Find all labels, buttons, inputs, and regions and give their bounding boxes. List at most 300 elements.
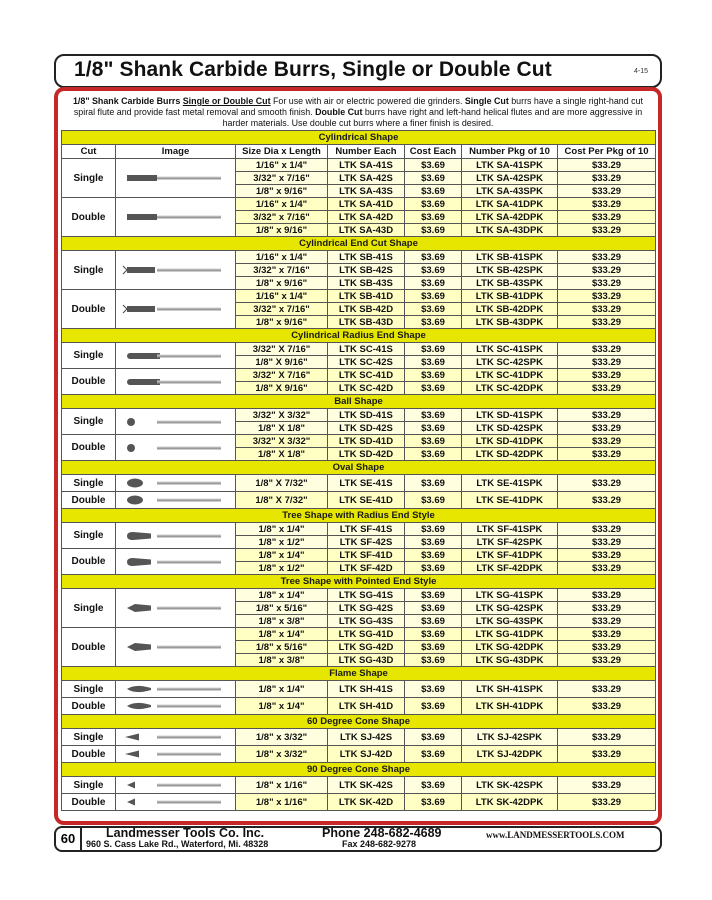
part-number-cell: LTK SH-41S	[328, 681, 405, 698]
burr-image-cell	[116, 729, 236, 746]
oval-burr-icon	[121, 477, 231, 489]
burr-image-cell	[116, 435, 236, 461]
part-number-cell: LTK SB-41S	[328, 251, 405, 264]
part-number-cell: LTK SA-41D	[328, 198, 405, 211]
pkg-cost-cell: $33.29	[558, 172, 656, 185]
part-number-cell: LTK SH-41D	[328, 698, 405, 715]
burr-image-cell	[116, 251, 236, 290]
pkg-cost-cell: $33.29	[558, 159, 656, 172]
pkg-cost-cell: $33.29	[558, 185, 656, 198]
part-number-cell: LTK SA-41S	[328, 159, 405, 172]
column-header: Image	[116, 145, 236, 159]
catalog-content	[58, 91, 658, 821]
pkg-number-cell: LTK SB-42SPK	[462, 264, 558, 277]
pkg-cost-cell: $33.29	[558, 198, 656, 211]
cost-each-cell: $3.69	[405, 159, 462, 172]
pkg-number-cell: LTK SJ-42SPK	[462, 729, 558, 746]
ball-burr-icon	[121, 442, 231, 454]
pkg-cost-cell: $33.29	[558, 746, 656, 763]
cost-each-cell: $3.69	[405, 264, 462, 277]
cut-type-cell: Single	[62, 681, 116, 698]
part-number-cell: LTK SJ-42D	[328, 746, 405, 763]
catalog-frame	[54, 87, 662, 825]
size-cell: 3/32" x 7/16"	[236, 303, 328, 316]
part-number-cell: LTK SG-43S	[328, 615, 405, 628]
column-header: Cost Each	[405, 145, 462, 159]
part-number-cell: LTK SC-41D	[328, 369, 405, 382]
part-number-cell: LTK SC-42S	[328, 356, 405, 369]
size-cell: 1/8" x 1/2"	[236, 562, 328, 575]
cost-each-cell: $3.69	[405, 492, 462, 509]
size-cell: 3/32" X 3/32"	[236, 409, 328, 422]
cost-each-cell: $3.69	[405, 409, 462, 422]
pkg-number-cell: LTK SG-43DPK	[462, 654, 558, 667]
pkg-number-cell: LTK SG-41DPK	[462, 628, 558, 641]
cut-type-cell: Double	[62, 492, 116, 509]
intro-double-label: Double Cut	[315, 107, 363, 117]
pkg-number-cell: LTK SD-42DPK	[462, 448, 558, 461]
cut-type-cell: Double	[62, 746, 116, 763]
cost-each-cell: $3.69	[405, 777, 462, 794]
size-cell: 1/8" x 9/16"	[236, 277, 328, 290]
table-row	[62, 475, 656, 492]
cut-type-cell: Double	[62, 628, 116, 667]
cut-type-cell: Double	[62, 369, 116, 395]
pkg-number-cell: LTK SH-41SPK	[462, 681, 558, 698]
cut-type-cell: Single	[62, 475, 116, 492]
part-number-cell: LTK SG-42S	[328, 602, 405, 615]
cost-each-cell: $3.69	[405, 251, 462, 264]
cost-each-cell: $3.69	[405, 211, 462, 224]
size-cell: 1/8" X 1/8"	[236, 422, 328, 435]
cut-type-cell: Single	[62, 589, 116, 628]
cone-90-burr-icon	[121, 796, 231, 808]
cost-each-cell: $3.69	[405, 746, 462, 763]
size-cell: 1/8" x 3/32"	[236, 746, 328, 763]
pkg-number-cell: LTK SD-42SPK	[462, 422, 558, 435]
size-cell: 3/32" x 7/16"	[236, 172, 328, 185]
part-number-cell: LTK SB-43D	[328, 316, 405, 329]
cost-each-cell: $3.69	[405, 549, 462, 562]
pkg-number-cell: LTK SB-42DPK	[462, 303, 558, 316]
part-number-cell: LTK SG-42D	[328, 641, 405, 654]
pkg-cost-cell: $33.29	[558, 589, 656, 602]
pkg-cost-cell: $33.29	[558, 290, 656, 303]
part-number-cell: LTK SD-42S	[328, 422, 405, 435]
pkg-cost-cell: $33.29	[558, 698, 656, 715]
part-number-cell: LTK SD-42D	[328, 448, 405, 461]
pkg-cost-cell: $33.29	[558, 794, 656, 811]
pkg-cost-cell: $33.29	[558, 777, 656, 794]
table-row	[62, 794, 656, 811]
flame-burr-icon	[121, 700, 231, 712]
size-cell: 1/8" X 9/16"	[236, 356, 328, 369]
table-row	[62, 628, 656, 641]
cost-each-cell: $3.69	[405, 729, 462, 746]
part-number-cell: LTK SC-42D	[328, 382, 405, 395]
size-cell: 1/8" x 3/8"	[236, 615, 328, 628]
cut-type-cell: Double	[62, 698, 116, 715]
section-header-row	[62, 763, 656, 777]
size-cell: 1/8" x 9/16"	[236, 224, 328, 237]
cone-90-burr-icon	[121, 779, 231, 791]
size-cell: 3/32" X 3/32"	[236, 435, 328, 448]
pkg-number-cell: LTK SB-41DPK	[462, 290, 558, 303]
part-number-cell: LTK SE-41D	[328, 492, 405, 509]
pkg-cost-cell: $33.29	[558, 641, 656, 654]
cost-each-cell: $3.69	[405, 641, 462, 654]
table-row	[62, 698, 656, 715]
cost-each-cell: $3.69	[405, 475, 462, 492]
pkg-cost-cell: $33.29	[558, 562, 656, 575]
part-number-cell: LTK SB-42S	[328, 264, 405, 277]
part-number-cell: LTK SB-43S	[328, 277, 405, 290]
size-cell: 1/16" x 1/4"	[236, 159, 328, 172]
pkg-cost-cell: $33.29	[558, 475, 656, 492]
cost-each-cell: $3.69	[405, 316, 462, 329]
cost-each-cell: $3.69	[405, 382, 462, 395]
part-number-cell: LTK SK-42D	[328, 794, 405, 811]
part-number-cell: LTK SD-41S	[328, 409, 405, 422]
pkg-cost-cell: $33.29	[558, 448, 656, 461]
cost-each-cell: $3.69	[405, 198, 462, 211]
radius-end-burr-icon	[121, 350, 231, 362]
pkg-number-cell: LTK SF-41SPK	[462, 523, 558, 536]
table-row	[62, 290, 656, 303]
size-cell: 1/8" X 7/32"	[236, 492, 328, 509]
pkg-number-cell: LTK SC-41SPK	[462, 343, 558, 356]
title-box	[54, 54, 662, 88]
flame-burr-icon	[121, 683, 231, 695]
pkg-number-cell: LTK SG-42SPK	[462, 602, 558, 615]
phone-number: Phone 248-682-4689	[322, 826, 442, 840]
cost-each-cell: $3.69	[405, 602, 462, 615]
pkg-cost-cell: $33.29	[558, 264, 656, 277]
size-cell: 1/8" x 1/4"	[236, 589, 328, 602]
column-header: Cost Per Pkg of 10	[558, 145, 656, 159]
section-header-row	[62, 461, 656, 475]
table-row	[62, 435, 656, 448]
footer	[54, 826, 662, 852]
part-number-cell: LTK SA-43D	[328, 224, 405, 237]
cut-type-cell: Single	[62, 729, 116, 746]
burr-image-cell	[116, 698, 236, 715]
burr-image-cell	[116, 290, 236, 329]
size-cell: 1/8" x 1/4"	[236, 698, 328, 715]
pkg-cost-cell: $33.29	[558, 316, 656, 329]
part-number-cell: LTK SB-41D	[328, 290, 405, 303]
size-cell: 1/16" x 1/4"	[236, 290, 328, 303]
cost-each-cell: $3.69	[405, 681, 462, 698]
cost-each-cell: $3.69	[405, 185, 462, 198]
part-number-cell: LTK SK-42S	[328, 777, 405, 794]
pkg-cost-cell: $33.29	[558, 681, 656, 698]
intro-text-1: For use with air or electric powered die grinders.	[273, 96, 463, 106]
cost-each-cell: $3.69	[405, 277, 462, 290]
intro-lead-underlined: Single or Double Cut	[182, 96, 271, 106]
part-number-cell: LTK SG-41S	[328, 589, 405, 602]
cost-each-cell: $3.69	[405, 589, 462, 602]
burr-price-table	[61, 130, 656, 811]
size-cell: 1/16" x 1/4"	[236, 251, 328, 264]
size-cell: 1/8" X 7/32"	[236, 475, 328, 492]
burr-image-cell	[116, 628, 236, 667]
cost-each-cell: $3.69	[405, 303, 462, 316]
pkg-number-cell: LTK SK-42SPK	[462, 777, 558, 794]
cut-type-cell: Single	[62, 409, 116, 435]
part-number-cell: LTK SG-43D	[328, 654, 405, 667]
section-title: Flame Shape	[62, 667, 656, 681]
size-cell: 3/32" x 7/16"	[236, 211, 328, 224]
tree-pointed-burr-icon	[121, 602, 231, 614]
cone-60-burr-icon	[121, 731, 231, 743]
pkg-number-cell: LTK SC-42DPK	[462, 382, 558, 395]
section-title: Oval Shape	[62, 461, 656, 475]
radius-end-burr-icon	[121, 376, 231, 388]
size-cell: 1/8" x 9/16"	[236, 316, 328, 329]
table-row	[62, 746, 656, 763]
section-title: Tree Shape with Pointed End Style	[62, 575, 656, 589]
pkg-number-cell: LTK SA-42DPK	[462, 211, 558, 224]
part-number-cell: LTK SB-42D	[328, 303, 405, 316]
pkg-cost-cell: $33.29	[558, 356, 656, 369]
pkg-number-cell: LTK SD-41SPK	[462, 409, 558, 422]
size-cell: 1/8" x 3/8"	[236, 654, 328, 667]
burr-image-cell	[116, 409, 236, 435]
intro-single-label: Single Cut	[464, 96, 509, 106]
page-number: 60	[56, 828, 82, 850]
cut-type-cell: Single	[62, 343, 116, 369]
size-cell: 1/8" x 1/2"	[236, 536, 328, 549]
size-cell: 1/16" x 1/4"	[236, 198, 328, 211]
pkg-cost-cell: $33.29	[558, 549, 656, 562]
pkg-number-cell: LTK SG-43SPK	[462, 615, 558, 628]
size-cell: 1/8" x 3/32"	[236, 729, 328, 746]
cost-each-cell: $3.69	[405, 698, 462, 715]
cut-type-cell: Double	[62, 435, 116, 461]
pkg-cost-cell: $33.29	[558, 602, 656, 615]
ball-burr-icon	[121, 416, 231, 428]
pkg-number-cell: LTK SD-41DPK	[462, 435, 558, 448]
tree-radius-burr-icon	[121, 556, 231, 568]
burr-image-cell	[116, 369, 236, 395]
company-name: Landmesser Tools Co. Inc.	[106, 826, 265, 840]
tree-pointed-burr-icon	[121, 641, 231, 653]
section-header-row	[62, 395, 656, 409]
pkg-number-cell: LTK SC-42SPK	[462, 356, 558, 369]
table-row	[62, 369, 656, 382]
burr-image-cell	[116, 159, 236, 198]
size-cell: 3/32" X 7/16"	[236, 343, 328, 356]
pkg-cost-cell: $33.29	[558, 654, 656, 667]
size-cell: 1/8" x 1/4"	[236, 628, 328, 641]
table-row	[62, 729, 656, 746]
tree-radius-burr-icon	[121, 530, 231, 542]
size-cell: 1/8" X 9/16"	[236, 382, 328, 395]
cost-each-cell: $3.69	[405, 435, 462, 448]
pkg-number-cell: LTK SA-41DPK	[462, 198, 558, 211]
pkg-number-cell: LTK SG-41SPK	[462, 589, 558, 602]
size-cell: 1/8" x 1/4"	[236, 523, 328, 536]
size-cell: 3/32" x 7/16"	[236, 264, 328, 277]
cone-60-burr-icon	[121, 748, 231, 760]
table-row	[62, 681, 656, 698]
intro-text-2: burrs have a single right-hand cut spiral flute and provide fast metal removal and smooth finish.	[73, 96, 643, 117]
pkg-number-cell: LTK SH-41DPK	[462, 698, 558, 715]
table-row	[62, 409, 656, 422]
burr-image-cell	[116, 492, 236, 509]
column-header: Number Pkg of 10	[462, 145, 558, 159]
cost-each-cell: $3.69	[405, 369, 462, 382]
pkg-number-cell: LTK SF-42SPK	[462, 536, 558, 549]
part-number-cell: LTK SJ-42S	[328, 729, 405, 746]
pkg-number-cell: LTK SB-41SPK	[462, 251, 558, 264]
pkg-cost-cell: $33.29	[558, 343, 656, 356]
cost-each-cell: $3.69	[405, 422, 462, 435]
section-header-row	[62, 329, 656, 343]
section-title: Cylindrical End Cut Shape	[62, 237, 656, 251]
part-number-cell: LTK SC-41S	[328, 343, 405, 356]
cut-type-cell: Single	[62, 159, 116, 198]
section-title: Cylindrical Radius End Shape	[62, 329, 656, 343]
end-cut-burr-icon	[121, 303, 231, 315]
pkg-number-cell: LTK SA-43DPK	[462, 224, 558, 237]
cost-each-cell: $3.69	[405, 172, 462, 185]
size-cell: 1/8" x 9/16"	[236, 185, 328, 198]
pkg-cost-cell: $33.29	[558, 615, 656, 628]
page-title: 1/8" Shank Carbide Burrs, Single or Double Cut	[74, 58, 552, 81]
part-number-cell: LTK SF-41D	[328, 549, 405, 562]
burr-image-cell	[116, 746, 236, 763]
pkg-number-cell: LTK SA-42SPK	[462, 172, 558, 185]
pkg-cost-cell: $33.29	[558, 422, 656, 435]
part-number-cell: LTK SF-42D	[328, 562, 405, 575]
intro-lead: 1/8" Shank Carbide Burrs	[73, 96, 181, 106]
size-cell: 3/32" X 7/16"	[236, 369, 328, 382]
pkg-cost-cell: $33.29	[558, 382, 656, 395]
pkg-number-cell: LTK SG-42DPK	[462, 641, 558, 654]
size-cell: 1/8" X 1/8"	[236, 448, 328, 461]
pkg-cost-cell: $33.29	[558, 409, 656, 422]
cost-each-cell: $3.69	[405, 523, 462, 536]
table-row	[62, 198, 656, 211]
table-row	[62, 523, 656, 536]
intro-text-3: burrs have right and left-hand helical flutes and are more aggressive in harder materials. Use double cut burrs where a finer finish is desired.	[222, 107, 643, 128]
cut-type-cell: Double	[62, 198, 116, 237]
size-cell: 1/8" x 1/16"	[236, 777, 328, 794]
part-number-cell: LTK SF-42S	[328, 536, 405, 549]
cylindrical-burr-icon	[121, 172, 231, 184]
size-cell: 1/8" x 5/16"	[236, 641, 328, 654]
cut-type-cell: Double	[62, 549, 116, 575]
pkg-cost-cell: $33.29	[558, 369, 656, 382]
pkg-cost-cell: $33.29	[558, 211, 656, 224]
section-title: Cylindrical Shape	[62, 131, 656, 145]
table-row	[62, 251, 656, 264]
cost-each-cell: $3.69	[405, 343, 462, 356]
cut-type-cell: Double	[62, 290, 116, 329]
column-header: Cut	[62, 145, 116, 159]
part-number-cell: LTK SA-42S	[328, 172, 405, 185]
oval-burr-icon	[121, 494, 231, 506]
pkg-number-cell: LTK SF-42DPK	[462, 562, 558, 575]
cost-each-cell: $3.69	[405, 356, 462, 369]
section-title: Ball Shape	[62, 395, 656, 409]
page-code: 4-15	[633, 68, 648, 75]
section-header-row	[62, 667, 656, 681]
section-header-row	[62, 509, 656, 523]
pkg-number-cell: LTK SE-41DPK	[462, 492, 558, 509]
table-row	[62, 549, 656, 562]
table-row	[62, 777, 656, 794]
size-cell: 1/8" x 1/4"	[236, 549, 328, 562]
pkg-number-cell: LTK SB-43SPK	[462, 277, 558, 290]
pkg-cost-cell: $33.29	[558, 492, 656, 509]
cost-each-cell: $3.69	[405, 794, 462, 811]
cut-type-cell: Single	[62, 251, 116, 290]
pkg-cost-cell: $33.29	[558, 277, 656, 290]
burr-image-cell	[116, 475, 236, 492]
section-header-row	[62, 131, 656, 145]
website-link[interactable]: www.LANDMESSERTOOLS.COM	[486, 830, 625, 840]
pkg-cost-cell: $33.29	[558, 303, 656, 316]
section-header-row	[62, 575, 656, 589]
fax-number: Fax 248-682-9278	[342, 839, 417, 849]
cylindrical-burr-icon	[121, 211, 231, 223]
pkg-cost-cell: $33.29	[558, 251, 656, 264]
pkg-cost-cell: $33.29	[558, 729, 656, 746]
part-number-cell: LTK SE-41S	[328, 475, 405, 492]
burr-image-cell	[116, 343, 236, 369]
section-title: 60 Degree Cone Shape	[62, 715, 656, 729]
column-header: Size Dia x Length	[236, 145, 328, 159]
table-row	[62, 159, 656, 172]
pkg-number-cell: LTK SJ-42DPK	[462, 746, 558, 763]
cost-each-cell: $3.69	[405, 615, 462, 628]
company-address: 960 S. Cass Lake Rd., Waterford, Mi. 48328	[86, 839, 269, 849]
pkg-cost-cell: $33.29	[558, 224, 656, 237]
pkg-number-cell: LTK SK-42DPK	[462, 794, 558, 811]
part-number-cell: LTK SA-42D	[328, 211, 405, 224]
intro-paragraph	[62, 96, 654, 129]
pkg-cost-cell: $33.29	[558, 435, 656, 448]
cut-type-cell: Single	[62, 523, 116, 549]
cost-each-cell: $3.69	[405, 224, 462, 237]
cut-type-cell: Double	[62, 794, 116, 811]
section-header-row	[62, 715, 656, 729]
pkg-number-cell: LTK SA-43SPK	[462, 185, 558, 198]
pkg-cost-cell: $33.29	[558, 536, 656, 549]
cost-each-cell: $3.69	[405, 536, 462, 549]
burr-image-cell	[116, 681, 236, 698]
burr-image-cell	[116, 549, 236, 575]
pkg-number-cell: LTK SF-41DPK	[462, 549, 558, 562]
part-number-cell: LTK SF-41S	[328, 523, 405, 536]
cost-each-cell: $3.69	[405, 562, 462, 575]
section-title: 90 Degree Cone Shape	[62, 763, 656, 777]
cost-each-cell: $3.69	[405, 290, 462, 303]
pkg-number-cell: LTK SA-41SPK	[462, 159, 558, 172]
cut-type-cell: Single	[62, 777, 116, 794]
table-row	[62, 343, 656, 356]
pkg-cost-cell: $33.29	[558, 523, 656, 536]
pkg-cost-cell: $33.29	[558, 628, 656, 641]
column-header-row	[62, 145, 656, 159]
burr-image-cell	[116, 198, 236, 237]
size-cell: 1/8" x 1/16"	[236, 794, 328, 811]
part-number-cell: LTK SA-43S	[328, 185, 405, 198]
burr-image-cell	[116, 589, 236, 628]
